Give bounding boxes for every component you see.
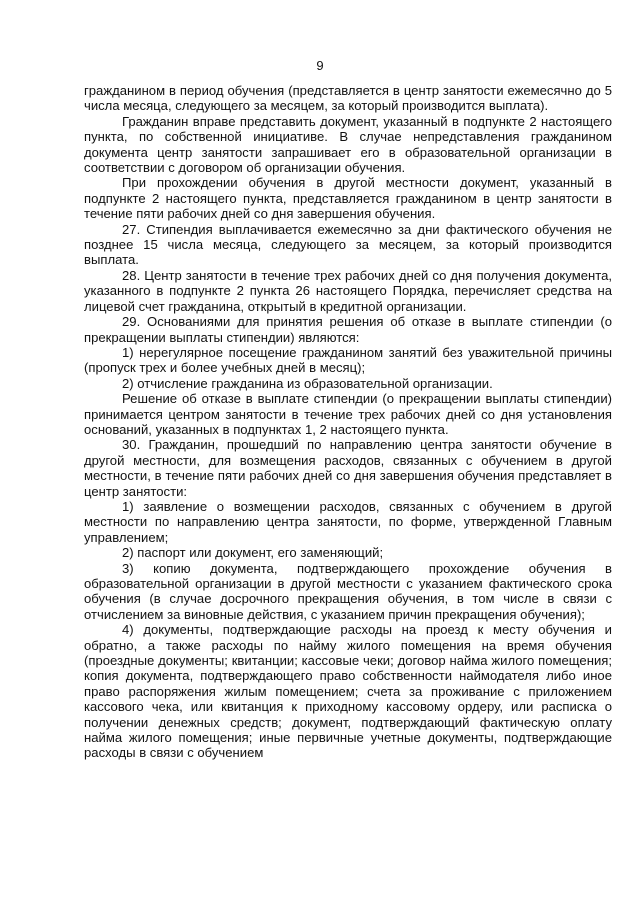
clause-29-item-1: 1) нерегулярное посещение гражданином занятий без уважительной причины (пропуск трех и более учебных дней в месяц); [84,344,612,376]
clause-29: 29. Основаниями для принятия решения об отказе в выплате стипендии (о прекращении выплаты стипендии) являются: [84,314,612,345]
paragraph: Решение об отказе в выплате стипендии (о прекращении выплаты стипендии) принимается центром занятости в течение трех рабочих дней со дня установления оснований, указанных в подпунктах 1, 2 настоящего пункта. [84,391,612,437]
clause-30-item-4: 4) документы, подтверждающие расходы на проезд к месту обучения и обратно, а также расходы по найму жилого помещения на время обучения (проездные документы; квитанции; кассовые чеки; договор найма жилого помещения; копия документа, подтверждающего право собственности наймодателя либо иное право распоряжения жилым помещением; счета за проживание с приложением кассового чека, или квитанция к приходному кассовому ордеру, или расписка о получении денежных средств; документ, подтверждающий фактическую оплату найма жилого помещения; иные первичные учетные документы, подтверждающие расходы в связи с обучением [84,622,612,761]
clause-30-item-1: 1) заявление о возмещении расходов, связанных с обучением в другой местности по направлению центра занятости, по форме, утвержденной Главным управлением; [84,498,612,545]
paragraph-continuation: гражданином в период обучения (представляется в центр занятости ежемесячно до 5 числа месяца, следующего за месяцем, за который производится выплата). [84,83,612,114]
paragraph: Гражданин вправе представить документ, указанный в подпункте 2 настоящего пункта, по собственной инициативе. В случае непредставления гражданином документа центр занятости запрашивает его в образовательной организации в соответствии с договором об организации обучения. [84,113,612,176]
paragraph: При прохождении обучения в другой местности документ, указанный в подпункте 2 настоящего пункта, представляется гражданином в центр занятости в течение пяти рабочих дней со дня завершения обучения. [84,175,612,222]
document-body [84,83,612,761]
clause-29-item-2: 2) отчисление гражданина из образовательной организации. [122,375,493,391]
clause-30-item-3: 3) копию документа, подтверждающего прохождение обучения в образовательной организации в другой местности с указанием фактического срока обучения (в случае досрочного прекращения обучения, в том числе в связи с отчислением за виновные действия, с указанием причин прекращения обучения); [84,560,612,622]
page-number: 9 [316,58,324,73]
clause-30-item-2: 2) паспорт или документ, его заменяющий; [122,545,384,561]
clause-27: 27. Стипендия выплачивается ежемесячно за дни фактического обучения не позднее 15 числа месяца, следующего за месяцем, за который производится выплата. [84,221,612,268]
clause-30: 30. Гражданин, прошедший по направлению центра занятости обучение в другой местности, для возмещения расходов, связанных с обучением в другой местности, в течение пяти рабочих дней со дня завершения обучения представляет в центр занятости: [84,437,612,499]
clause-28: 28. Центр занятости в течение трех рабочих дней со дня получения документа, указанного в подпункте 2 пункта 26 настоящего Порядка, перечисляет средства на лицевой счет гражданина, открытый в кредитной организации. [84,267,612,314]
